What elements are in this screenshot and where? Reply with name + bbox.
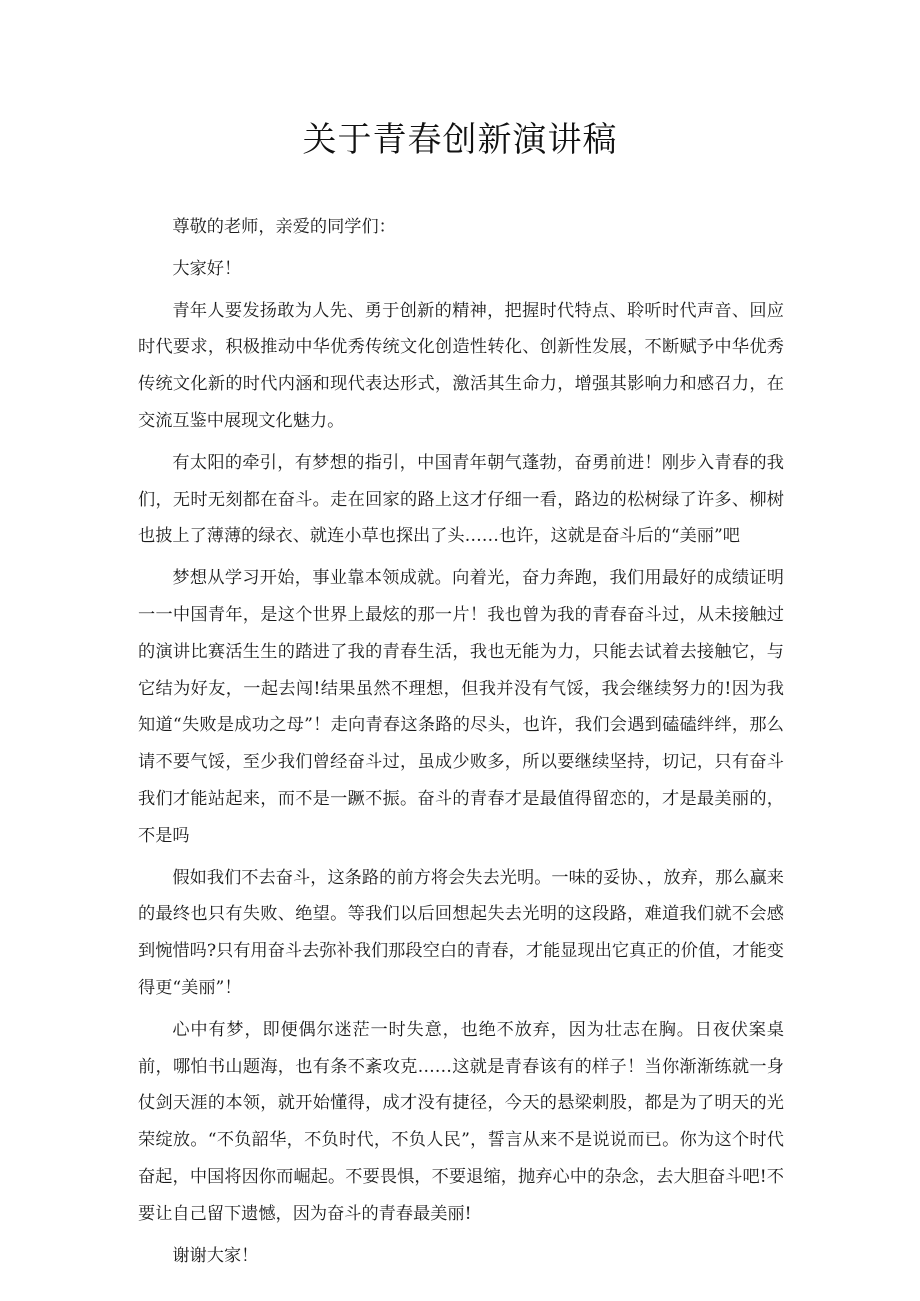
body-paragraph: 假如我们不去奋斗，这条路的前方将会失去光明。一味的妥协、，放弃，那么赢来的最终也只有失败、绝望。等我们以后回想起失去光明的这段路，难道我们就不会感到惋惜吗?只有用奋斗去弥补我们那段空白的青春，才能显现出它真正的价值，才能变得更“美丽”！: [138, 867, 784, 998]
body-paragraph: 有太阳的牵引，有梦想的指引，中国青年朝气蓬勃，奋勇前进！刚步入青春的我们，无时无刻都在奋斗。走在回家的路上这才仔细一看，路边的松树绿了许多、柳树也披上了薄薄的绿衣、就连小草也探出了头……也许，这就是奋斗后的“美丽”吧: [138, 452, 784, 547]
body-paragraph: 梦想从学习开始，事业靠本领成就。向着光，奋力奔跑，我们用最好的成绩证明一一中国青年，是这个世界上最炫的那一片！我也曾为我的青春奋斗过，从未接触过的演讲比赛活生生的踏进了我的青春生活，我也无能为力，只能去试着去接触它，与它结为好友，一起去闯!结果虽然不理想，但我并没有气馁，我会继续努力的!因为我知道“失败是成功之母”！走向青春这条路的尽头，也许，我们会遇到磕磕绊绊，那么请不要气馁，至少我们曾经奋斗过，虽成少败多，所以要继续坚持，切记，只有奋斗我们才能站起来，而不是一蹶不振。奋斗的青春才是最值得留恋的，才是最美丽的，不是吗: [138, 568, 784, 846]
closing-paragraph: 谢谢大家！: [172, 1245, 259, 1266]
document-body: [138, 209, 784, 1279]
greeting-paragraph: 尊敬的老师，亲爱的同学们：: [172, 217, 396, 237]
document-title: 关于青春创新演讲稿: [302, 120, 618, 160]
body-paragraph: 心中有梦，即便偶尔迷茫一时失意，也绝不放弃，因为壮志在胸。日夜伏案桌前，哪怕书山题海，也有条不紊攻克……这就是青春该有的样子！当你渐渐练就一身仗剑天涯的本领，就开始懂得，成才没有捷径，今天的悬梁刺股，都是为了明天的光荣绽放。“不负韶华，不负时代，不负人民”，誓言从来不是说说而已。你为这个时代奋起，中国将因你而崛起。不要畏惧，不要退缩，抛弃心中的杂念，去大胆奋斗吧!不要让自己留下遗憾，因为奋斗的青春最美丽!: [138, 1019, 784, 1224]
hello-paragraph: 大家好！: [172, 258, 242, 279]
body-paragraph: 青年人要发扬敢为人先、勇于创新的精神，把握时代特点、聆听时代声音、回应时代要求，积极推动中华优秀传统文化创造性转化、创新性发展，不断赋予中华优秀传统文化新的时代内涵和现代表达形式，激活其生命力，增强其影响力和感召力，在交流互鉴中展现文化魅力。: [138, 300, 784, 431]
